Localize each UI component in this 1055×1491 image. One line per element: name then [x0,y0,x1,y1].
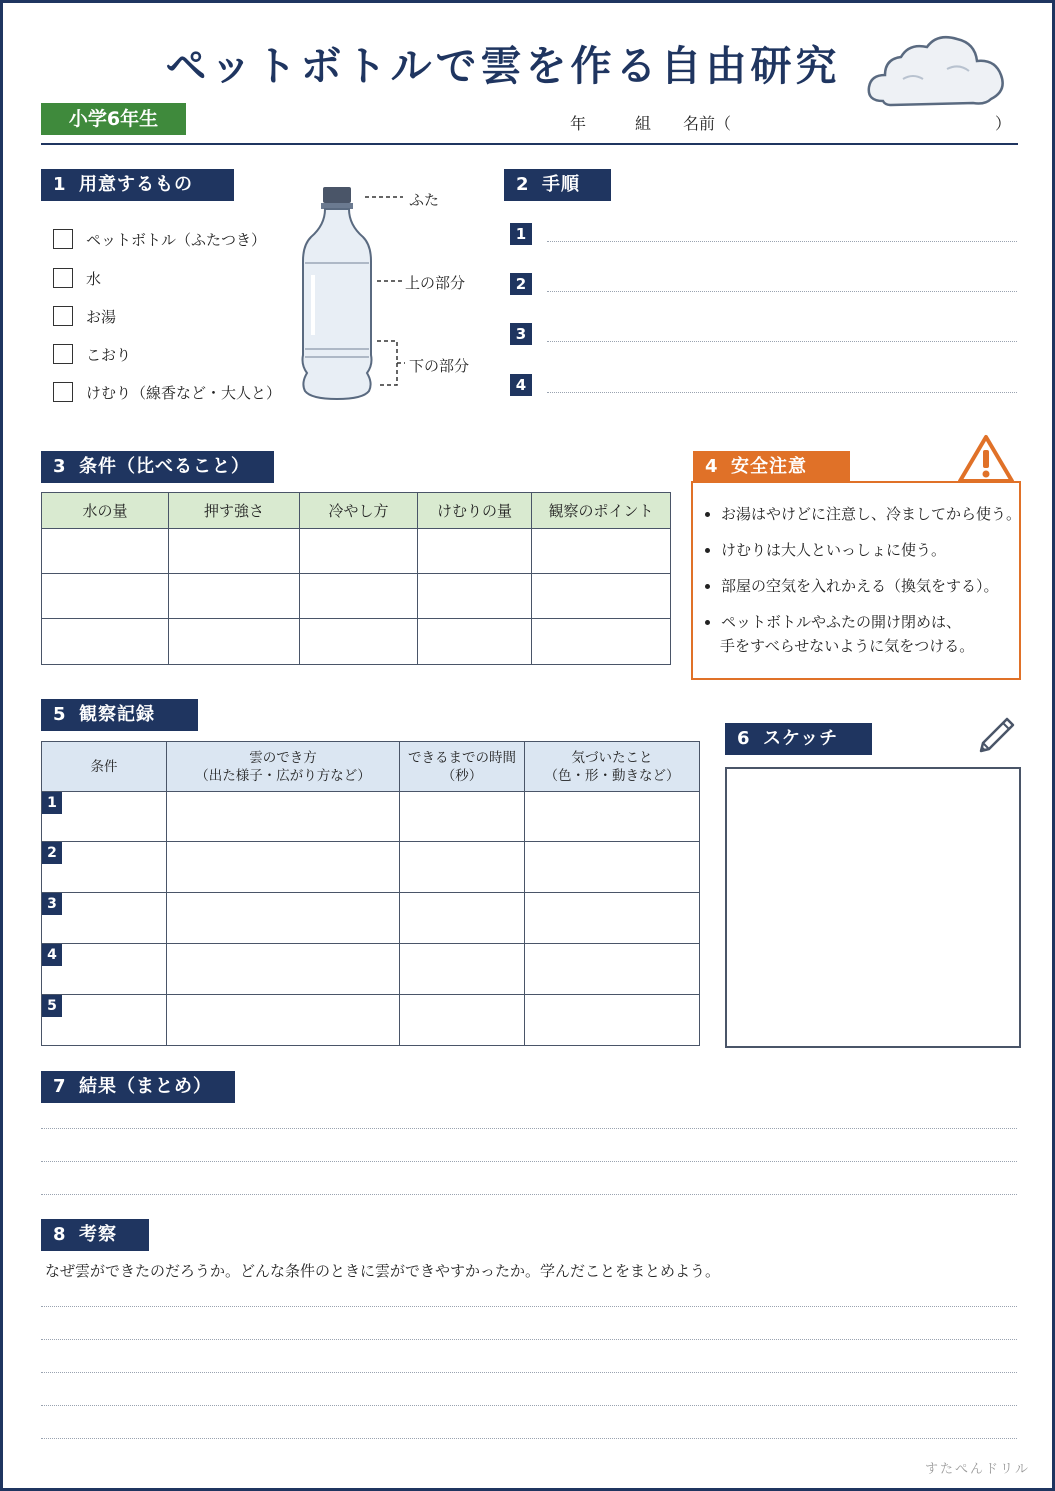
table-row [42,944,700,995]
row-number: 4 [42,944,62,966]
material-item: 水 [86,270,102,288]
safety-item: • ペットボトルやふたの開け閉めは、 [721,611,1021,633]
observation-table [41,741,700,1046]
table-row [42,842,700,893]
safety-item: • 部屋の空気を入れかえる（換気をする）。 [721,575,1021,597]
name-close-paren: ） [995,114,1012,133]
section-sketch-header: 6 スケッチ [725,723,872,755]
bottle-label-top: 上の部分 [405,274,466,292]
checkbox-ice[interactable] [53,344,73,364]
step-number: 2 [510,273,532,295]
step-number: 4 [510,374,532,396]
table-row [42,574,671,619]
grade-badge: 小学6年生 [41,103,186,135]
result-line[interactable] [41,1128,1017,1129]
row-number: 1 [42,792,62,814]
material-item: お湯 [86,308,117,326]
step-line[interactable] [547,291,1017,292]
row-number: 2 [42,842,62,864]
obs-col-header: 雲のでき方 （出た様子・広がり方など） [167,742,400,792]
bottle-label-bottom: 下の部分 [409,357,470,375]
step-line[interactable] [547,341,1017,342]
section-safety-header: 4 安全注意 [693,451,850,483]
material-item: ペットボトル（ふたつき） [86,231,267,249]
result-line[interactable] [41,1194,1017,1195]
cond-col-header: 冷やし方 [300,493,418,529]
checkbox-smoke[interactable] [53,382,73,402]
material-item: けむり（線香など・大人と） [86,384,282,402]
table-row [42,529,671,574]
result-line[interactable] [41,1161,1017,1162]
table-row [42,893,700,944]
obs-col-header: 気づいたこと （色・形・動きなど） [525,742,700,792]
row-number: 3 [42,893,62,915]
cloud-icon [863,29,1008,111]
cond-col-header: 押す強さ [169,493,300,529]
year-label: 年 [570,114,587,133]
discussion-line[interactable] [41,1372,1017,1373]
obs-col-header: 条件 [42,742,167,792]
section-materials-header: 1 用意するもの [41,169,234,201]
cond-col-header: けむりの量 [418,493,532,529]
step-number: 1 [510,223,532,245]
warning-icon [957,433,1015,485]
sketch-area[interactable] [725,767,1021,1048]
checkbox-water[interactable] [53,268,73,288]
header-rule [41,143,1018,145]
pencil-icon [975,715,1017,757]
table-row [42,995,700,1046]
credit-text: すたぺんドリル [924,1462,1030,1477]
cond-col-header: 観察のポイント [532,493,671,529]
step-number: 3 [510,323,532,345]
section-conditions-header: 3 条件（比べること） [41,451,274,483]
checkbox-bottle[interactable] [53,229,73,249]
table-row [42,619,671,665]
cond-col-header: 水の量 [42,493,169,529]
section-result-header: 7 結果（まとめ） [41,1071,235,1103]
safety-item: • けむりは大人といっしょに使う。 [721,539,1021,561]
discussion-line[interactable] [41,1339,1017,1340]
material-item: こおり [86,346,132,364]
section-discussion-header: 8 考察 [41,1219,149,1251]
discussion-prompt: なぜ雲ができたのだろうか。どんな条件のときに雲ができやすかったか。学んだことをまとめよう。 [45,1262,721,1280]
name-label: 名前（ [683,114,732,133]
safety-item-cont: 手をすべらせないように気をつける。 [720,637,975,655]
bottle-label-cap: ふた [409,191,440,209]
obs-col-header: できるまでの時間 （秒） [400,742,525,792]
conditions-table [41,492,671,665]
section-observation-header: 5 観察記録 [41,699,198,731]
class-label: 組 [635,114,652,133]
discussion-line[interactable] [41,1306,1017,1307]
discussion-line[interactable] [41,1405,1017,1406]
safety-box [691,481,1021,680]
row-number: 5 [42,995,62,1017]
safety-item: • お湯はやけどに注意し、冷ましてから使う。 [721,503,1021,525]
step-line[interactable] [547,392,1017,393]
checkbox-hot-water[interactable] [53,306,73,326]
page-title: ペットボトルで雲を作る自由研究 [165,42,841,90]
section-steps-header: 2 手順 [504,169,611,201]
step-line[interactable] [547,241,1017,242]
table-row [42,792,700,842]
discussion-line[interactable] [41,1438,1017,1439]
